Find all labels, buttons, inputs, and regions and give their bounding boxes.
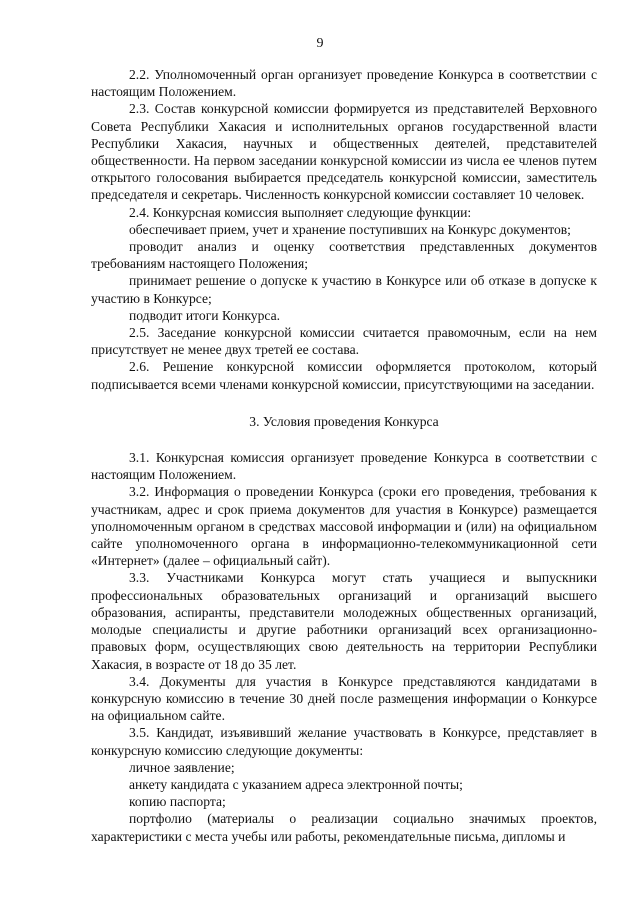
- page-body: [91, 66, 597, 845]
- paragraph-3-2: 3.2. Информация о проведении Конкурса (сроки его проведения, требования к участникам, адрес и срок приема документов для участия в Конкурсе) размещается уполномоченным органом в средствах массовой информации и (или) на официальном сайте уполномоченного органа в информационно-телекоммуникационной сети «Интернет» (далее – официальный сайт).: [91, 484, 597, 569]
- paragraph-2-6: 2.6. Решение конкурсной комиссии оформляется протоколом, который подписывается всеми членами конкурсной комиссии, присутствующими на заседании.: [91, 359, 597, 392]
- paragraph-3-4: 3.4. Документы для участия в Конкурсе представляются кандидатами в конкурсную комиссию в течение 30 дней после размещения информации о Конкурсе на официальном сайте.: [91, 673, 597, 724]
- paragraph-2-4: 2.4. Конкурсная комиссия выполняет следующие функции:: [129, 204, 472, 220]
- paragraph-2-2: 2.2. Уполномоченный орган организует проведение Конкурса в соответствии с настоящим Положением.: [91, 67, 597, 100]
- function-item: подводит итоги Конкурса.: [129, 307, 281, 323]
- document-list-item: портфолио (материалы о реализации социально значимых проектов, характеристики с места учебы или работы, рекомендательные письма, дипломы и: [91, 811, 597, 844]
- section-3-heading: 3. Условия проведения Конкурса: [249, 413, 439, 429]
- paragraph-2-5: 2.5. Заседание конкурсной комиссии считается правомочным, если на нем присутствует не менее двух третей ее состава.: [91, 325, 597, 358]
- document-list-item: копию паспорта;: [129, 794, 226, 810]
- page-number: 9: [316, 36, 324, 51]
- paragraph-3-1: 3.1. Конкурсная комиссия организует проведение Конкурса в соответствии с настоящим Положением.: [91, 450, 597, 483]
- paragraph-2-3: 2.3. Состав конкурсной комиссии формируется из представителей Верховного Совета Республики Хакасия и исполнительных органов государственной власти Республики Хакасия, научных и общественных деятелей, представителей общественности. На первом заседании конкурсной комиссии из числа ее членов путем открытого голосования выбирается председатель конкурсной комиссии, заместитель председателя и секретарь. Численность конкурсной комиссии составляет 10 человек.: [91, 101, 597, 203]
- function-item: обеспечивает прием, учет и хранение поступивших на Конкурс документов;: [129, 221, 571, 237]
- document-list-item: личное заявление;: [129, 759, 235, 775]
- function-item: проводит анализ и оценку соответствия представленных документов требованиям настоящего Положения;: [91, 239, 597, 272]
- paragraph-3-5: 3.5. Кандидат, изъявивший желание участвовать в Конкурсе, представляет в конкурсную комиссию следующие документы:: [91, 725, 597, 758]
- function-item: принимает решение о допуске к участию в Конкурсе или об отказе в допуске к участию в Конкурсе;: [91, 273, 597, 306]
- paragraph-3-3: 3.3. Участниками Конкурса могут стать учащиеся и выпускники профессиональных образовательных организаций и организаций высшего образования, аспиранты, представители молодежных общественных организаций, молодые специалисты и другие работники организаций всех организационно-правовых форм, осуществляющих свою деятельность на территории Республики Хакасия, в возрасте от 18 до 35 лет.: [91, 570, 597, 672]
- document-list-item: анкету кандидата с указанием адреса электронной почты;: [129, 776, 463, 792]
